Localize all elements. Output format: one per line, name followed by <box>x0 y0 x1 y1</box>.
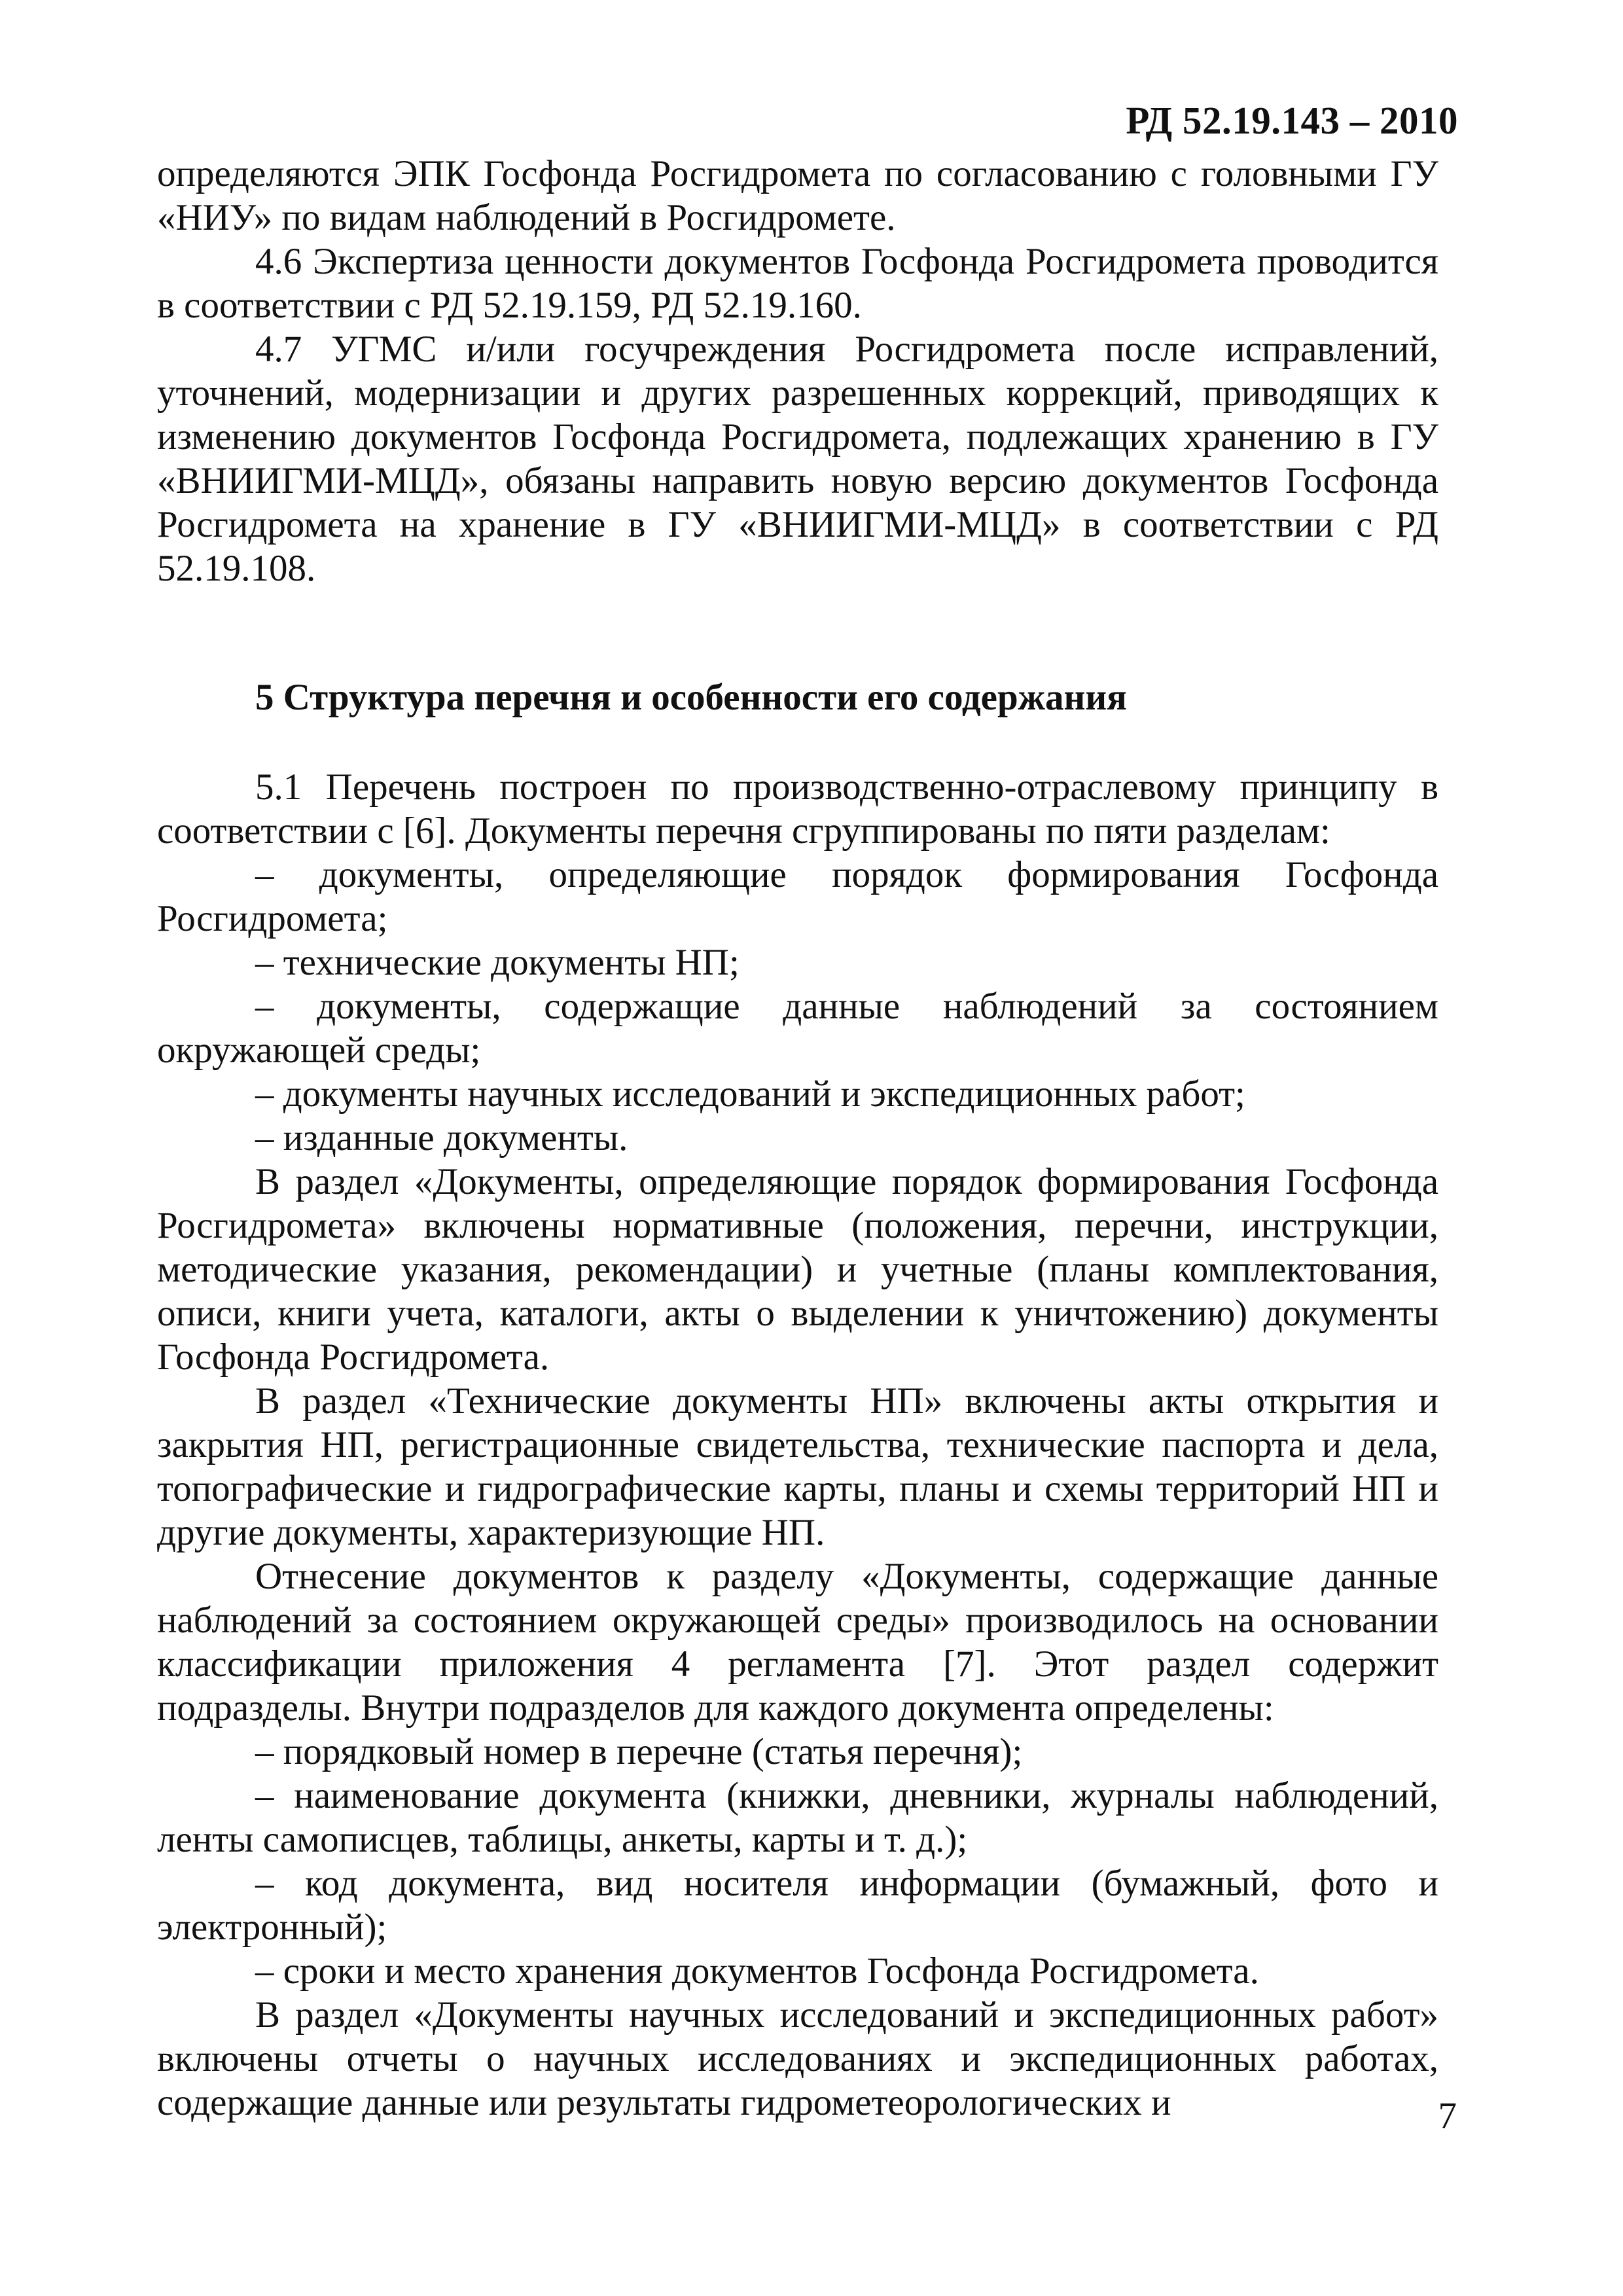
list-item: – наименование документа (книжки, дневники, журналы наблюдений, ленты самописцев, таблицы, анкеты, карты и т. д.); <box>157 1775 1438 1860</box>
list-item: – технические документы НП; <box>255 942 740 983</box>
list-item: – изданные документы. <box>255 1117 628 1158</box>
list-item: – документы, содержащие данные наблюдений за состоянием окружающей среды; <box>157 986 1438 1071</box>
document-body <box>157 152 1438 2125</box>
list-item: – документы, определяющие порядок формирования Госфонда Росгидромета; <box>157 854 1438 939</box>
body-paragraph: 4.6 Экспертиза ценности документов Госфонда Росгидромета проводится в соответствии с РД 52.19.159, РД 52.19.160. <box>157 241 1438 326</box>
body-paragraph: Отнесение документов к разделу «Документы, содержащие данные наблюдений за состоянием окружающей среды» производилось на основании классификации приложения 4 регламента [7]. Этот раздел содержит подразделы. Внутри подразделов для каждого документа определены: <box>157 1556 1438 1729</box>
body-paragraph: 5.1 Перечень построен по производственно-отраслевому принципу в соответствии с [6]. Документы перечня сгруппированы по пяти разделам: <box>157 766 1438 852</box>
page-number: 7 <box>1438 2095 1457 2136</box>
list-item: – код документа, вид носителя информации (бумажный, фото и электронный); <box>157 1863 1438 1948</box>
list-item: – порядковый номер в перечне (статья перечня); <box>255 1731 1023 1772</box>
body-paragraph: 4.7 УГМС и/или госучреждения Росгидромета после исправлений, уточнений, модернизации и других разрешенных коррекций, приводящих к изменению документов Госфонда Росгидромета, подлежащих хранению в ГУ «ВНИИГМИ-МЦД», обязаны направить новую версию документов Госфонда Росгидромета на хранение в ГУ «ВНИИГМИ-МЦД» в соответствии с РД 52.19.108. <box>157 329 1438 589</box>
body-paragraph: В раздел «Документы, определяющие порядок формирования Госфонда Росгидромета» включены нормативные (положения, перечни, инструкции, методические указания, рекомендации) и учетные (планы комплектования, описи, книги учета, каталоги, акты о выделении к уничтожению) документы Госфонда Росгидромета. <box>157 1161 1438 1378</box>
list-item: – сроки и место хранения документов Госфонда Росгидромета. <box>255 1950 1259 1992</box>
list-item: – документы научных исследований и экспедиционных работ; <box>255 1073 1245 1115</box>
body-paragraph: В раздел «Документы научных исследований и экспедиционных работ» включены отчеты о научных исследованиях и экспедиционных работах, содержащие данные или результаты гидрометеорологических и <box>157 1994 1438 2123</box>
document-code-header: РД 52.19.143 – 2010 <box>1126 99 1458 142</box>
section-heading: 5 Структура перечня и особенности его содержания <box>255 677 1128 718</box>
body-paragraph: определяются ЭПК Госфонда Росгидромета по согласованию с головными ГУ «НИУ» по видам наблюдений в Росгидромете. <box>157 153 1438 238</box>
body-paragraph: В раздел «Технические документы НП» включены акты открытия и закрытия НП, регистрационные свидетельства, технические паспорта и дела, топографические и гидрографические карты, планы и схемы территорий НП и другие документы, характеризующие НП. <box>157 1380 1438 1553</box>
